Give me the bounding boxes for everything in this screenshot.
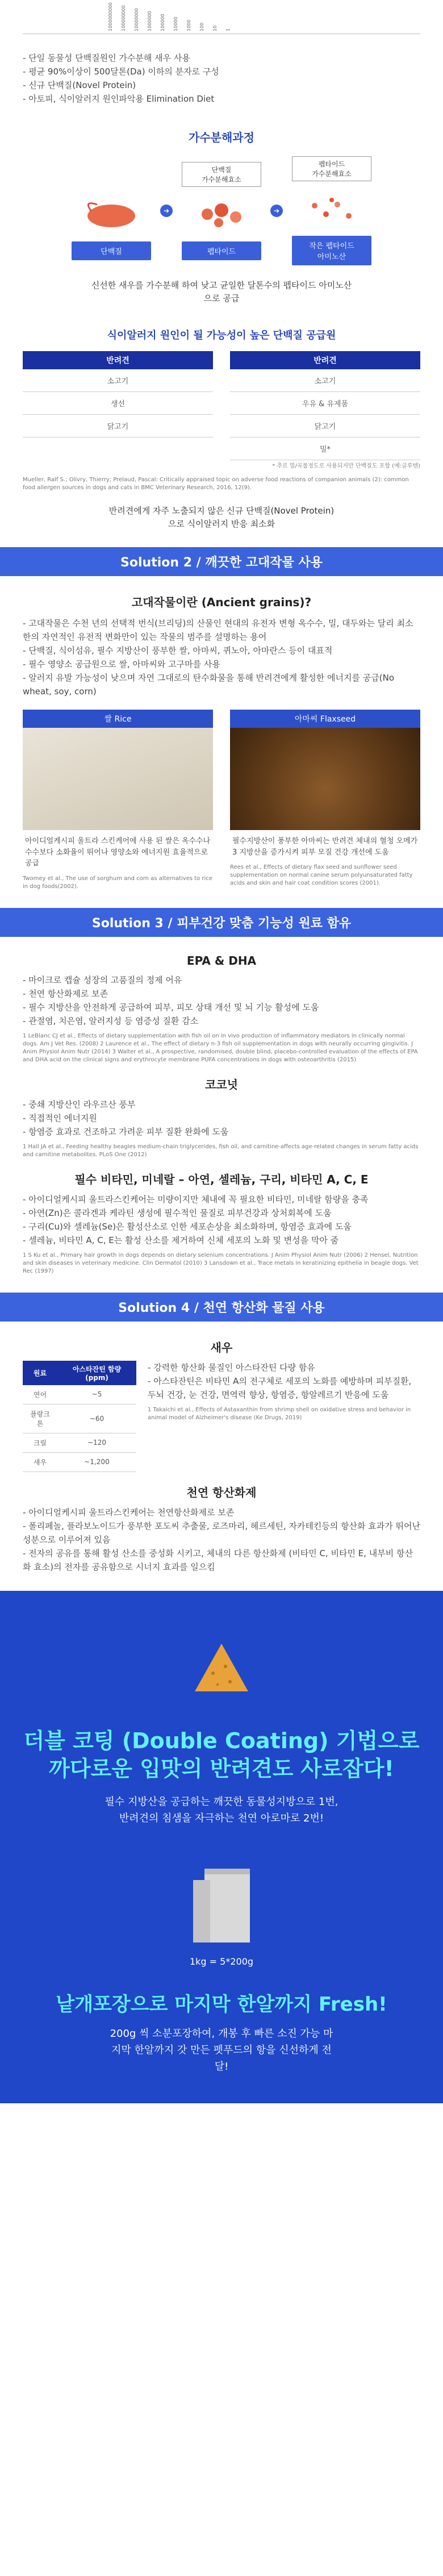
- shrimp-text: [148, 1361, 420, 1472]
- table-header: 원료: [23, 1361, 57, 1385]
- bullet-item: - 아이디얼케시피 울트라스킨케어는 천연항산화제로 보존: [23, 1506, 420, 1519]
- bullet-item: - 아스타잔틴은 비타민 A의 전구체로 세포의 노화를 예방하며 피부질환, 두뇌 건강, 눈 건강, 면역력 향상, 항염증, 항알레르기 반응에 도움: [148, 1374, 420, 1402]
- rice-ref: Twomey et al., The use of sorghum and corn as alternatives to rice in dog foods(2002).: [23, 875, 212, 890]
- solution3-section: [0, 937, 443, 1293]
- ancient-grains-title: 고대작물이란 (Ancient grains)?: [131, 595, 312, 609]
- table-cell: ~1,200: [57, 1452, 136, 1472]
- table-head: 반려견: [23, 351, 213, 369]
- flax-column: [230, 710, 420, 891]
- rice-column: [23, 710, 213, 891]
- bullet-item: - 관절염, 치은염, 알러지성 등 염증성 질환 감소: [23, 1014, 420, 1028]
- arrow-right-icon: ➔: [160, 205, 173, 217]
- vitamin-title: 필수 비타민, 미네랄 – 아연, 셀레늄, 구리, 비타민 A, C, E: [74, 1172, 369, 1186]
- table-cell: 크릴: [23, 1433, 57, 1452]
- chart-tick-label: 1000000000: [108, 2, 113, 31]
- bullet-item: - 천연 항산화제로 보존: [23, 987, 420, 1001]
- table-cell: ~60: [57, 1404, 136, 1433]
- solution2-banner: Solution 2 / 깨끗한 고대작물 사용: [0, 547, 443, 576]
- intro-bullets: [23, 51, 420, 106]
- bullet-item: - 평균 90%이상이 500달톤(Da) 이하의 분자로 구성: [23, 65, 420, 78]
- top-chart-section: [0, 0, 443, 34]
- bullet-item: - 단일 동물성 단백질원인 가수분해 새우 사용: [23, 51, 420, 65]
- shrimp-bullets: [148, 1361, 420, 1402]
- table-row: [23, 1404, 136, 1433]
- solution4-section: [0, 1322, 443, 1591]
- coconut-title: 코코넛: [205, 1077, 238, 1091]
- grains-columns: [23, 710, 420, 891]
- bullet-item: - 마이크로 캡슐 성장의 고품질의 정제 어유: [23, 973, 420, 987]
- package-label: 1kg = 5*200g: [189, 1956, 254, 1968]
- bullet-item: - 고대작물은 수천 년의 선택적 번식(브리딩)의 산물인 현대의 유전자 변형 옥수수, 밀, 대두와는 달리 최소한의 자연적인 유전적 변화만이 있는 작물의 범주를 설명하는 용어: [23, 616, 420, 644]
- chart-tick-label: 100: [199, 22, 204, 31]
- fresh-headline: 낱개포장으로 마지막 한알까지 Fresh!: [56, 1993, 387, 2016]
- proc-step-label: 작은 펩타이드 아미노산: [292, 236, 371, 265]
- flax-text: 필수지방산이 풍부한 아마씨는 반려견 체내의 혈청 오메가3 지방산을 증가시켜 피부 모질 건강 개선에 도움: [232, 837, 418, 857]
- table-cell: 연어: [23, 1385, 57, 1404]
- allergy-tables: [23, 351, 420, 470]
- proc-tag: 단백질 가수분해효소: [182, 162, 261, 187]
- table-row: 소고기: [230, 369, 420, 392]
- table-row: 닭고기: [23, 415, 213, 437]
- antioxidant-title: 천연 항산화제: [186, 1485, 257, 1499]
- small-peptide-image: [292, 186, 371, 231]
- bullet-item: - 단백질, 식이섬유, 필수 지방산이 풍부한 쌀, 아마씨, 퀴노아, 아마란스 등이 대표적: [23, 644, 420, 657]
- proc-step-small-peptide: [292, 156, 371, 265]
- epa-ref: 1 LeBlanc CJ et al., Effects of dietary supplementation with fish oil on in vivo production of inflammatory mediators in clinically normal dogs. Am J Vet Res. (2008) 2 Laurence et al., The effect of dietary n-3 fish oil supplementation in dogs with neurally occurring gingivitis. J Anim Physiol Anim Nutr (2014) 3 Walter et al., A prospective, randomised, double blind, placebo-controlled evaluation of the effects of EPA and DHA acid on the clinical signs and erythrocyte membrane PUFA concentrations in dogs with osteoarthritis (2015): [23, 1032, 418, 1063]
- bullet-item: - 필수 지방산을 안전하게 공급하여 피부, 피모 상태 개선 및 뇌 기능 활성에 도움: [23, 1001, 420, 1014]
- solution2-bullets: [23, 616, 420, 698]
- kibble-image: [23, 1614, 420, 1727]
- proc-step-label: 펩타이드: [182, 241, 261, 260]
- table-row: 생선: [23, 392, 213, 415]
- fresh-text: 200g 씩 소분포장하여, 개봉 후 빠른 소진 가능 마지막 한알까지 갓 만든 펫푸드의 항을 신선하게 전달!: [110, 2028, 333, 2073]
- table-row: [23, 1433, 136, 1452]
- chart-tick-label: 1000: [186, 19, 191, 31]
- vitamin-bullets: [23, 1193, 420, 1247]
- table-cell: 플랑크톤: [23, 1404, 57, 1433]
- astaxanthin-table-body: [23, 1385, 136, 1472]
- bullet-item: - 항염증 효과로 건조하고 가려운 피부 질환 완화에 도움: [23, 1125, 420, 1139]
- epa-title: EPA & DHA: [186, 953, 257, 968]
- allergy-reference: Mueller, Ralf S.; Olivry, Thierry; Prelaud, Pascal: Critically appraised topic on adverse food reactions of companion animals (2): common food allergen sources in dogs and cats in BMC Veterinary Research, 2016, 12(9).: [23, 477, 409, 491]
- chart-tick-label: 10000: [173, 16, 178, 31]
- flax-ref: Rees et al., Effects of dietary flax seed and sunflower seed supplementation on normal canine serum polyunsaturated fatty acids and skin and hair coat condition scores (2001).: [230, 864, 413, 886]
- flax-head: 아마씨 Flaxseed: [230, 710, 420, 728]
- chart-tick-label: 10: [212, 25, 218, 31]
- allergy-footnote: * 추로 밀/곡물정도로 사용되지만 단백질도 포함 (예:글루텐): [272, 463, 420, 469]
- chart-tick-label: 1000000: [147, 11, 152, 31]
- bullet-item: - 구리(Cu)와 셀레늄(Se)은 활성산소로 인한 세포손상을 최소화하며, 항염증 효과에 도움: [23, 1220, 420, 1233]
- bullet-item: - 아토피, 식이알러지 원인파악용 Elimination Diet: [23, 92, 420, 106]
- vitamin-ref: 1 S Ku et al., Primary hair growth in dogs depends on dietary selenium concentrations. J Anim Physiol Anim Nutr (2006) 2 Hensel, Nutrition and skin diseases in veterinary medicine. Clin Dermatol (2010) 3 Lansdown et al., Trace metals in keratinizing epithelia in beagle dogs. Vet Rec (1997): [23, 1252, 419, 1274]
- epa-bullets: [23, 973, 420, 1028]
- flax-photo: [230, 728, 420, 830]
- chart-tick-label: 10000000: [134, 8, 139, 31]
- bullet-item: - 중쇄 지방산인 라우르산 풍부: [23, 1098, 420, 1111]
- coating-text: 필수 지방산을 공급하는 깨끗한 동물성지방으로 1번, 반려견의 침샘을 자극하는 천연 아로마로 2번!: [105, 1796, 338, 1825]
- coconut-bullets: [23, 1098, 420, 1139]
- allergy-table-right: [230, 351, 420, 470]
- bullet-item: - 아이디얼케시피 울트라스킨케어는 미량이지만 체내에 꼭 필요한 비타민, 미네랄 함량을 충족: [23, 1193, 420, 1206]
- solution4-banner: Solution 4 / 천연 항산화 물질 사용: [0, 1293, 443, 1322]
- solution2-section: [0, 576, 443, 908]
- intro-section: [0, 34, 443, 123]
- bullet-item: - 폴리페놀, 플라보노이드가 풍부한 포도씨 추출물, 로즈마리, 헤르세틴, 자카테킨등의 항산화 효과가 뛰어난 성분으로 이루어져 있음: [23, 1519, 420, 1547]
- chart-tick-label: 100000000: [121, 5, 126, 31]
- table-cell: 새우: [23, 1452, 57, 1472]
- table-rows: [230, 369, 420, 460]
- table-cell: ~5: [57, 1385, 136, 1404]
- rice-text: 아이디얼케시피 울트라 스킨케어에 사용 된 쌀은 옥수수나 수수보다 소화율이 뛰어나 영양소와 에너지원 효율적으로 공급: [25, 837, 211, 868]
- rice-head: 쌀 Rice: [23, 710, 213, 728]
- table-cell: ~120: [57, 1433, 136, 1452]
- bullet-item: - 직접적인 에너지원: [23, 1111, 420, 1125]
- bullet-item: - 아연(Zn)은 콜라겐과 케라틴 생성에 필수적인 물질로 피부건강과 상처회복에 도움: [23, 1206, 420, 1220]
- table-header: 아스타잔틴 함량 (ppm): [57, 1361, 136, 1385]
- bullet-item: - 전자의 공유를 통해 활성 산소를 중성화 시키고, 체내의 다른 항산화제 (비타민 C, 비타민 E, 내부비 항산화 효소)의 전자를 공유함으로 시너지 효과를 일으킴: [23, 1547, 420, 1574]
- chart-tick-label: 100000: [160, 14, 165, 31]
- bullet-item: - 신규 단백질(Novel Protein): [23, 78, 420, 92]
- coating-section: [0, 1591, 443, 2104]
- shrimp-title: 새우: [210, 1340, 233, 1354]
- package-image: [23, 1839, 420, 1986]
- table-rows: [23, 369, 213, 437]
- shrimp-row: [23, 1361, 420, 1472]
- antioxidant-bullets: [23, 1506, 420, 1574]
- peptide-image: [182, 191, 261, 237]
- table-row: 소고기: [23, 369, 213, 392]
- shrimp-ref: 1 Takaichi et al., Effects of Astaxanthin from shrimp shell on oxidative stress and behavior in animal model of Alzheimer's disease (Ke Drugs, 2019): [148, 1406, 411, 1421]
- coconut-ref: 1 Hall JA et al., Feeding healthy beagles medium-chain triglycerides, fish oil, and carnitine-affects age-related changes in serum fatty acids and carnitine metabolites. PLoS One (2012): [23, 1143, 419, 1158]
- allergy-title: 식이알러지 원인이 될 가능성이 높은 단백질 공급원: [107, 330, 336, 341]
- table-row: [23, 1385, 136, 1404]
- hydrolysis-title: 가수분해과정: [189, 131, 254, 144]
- allergy-table-left: [23, 351, 213, 470]
- allergy-section: [0, 322, 443, 547]
- table-row: 밀*: [230, 437, 420, 460]
- table-row: [23, 1452, 136, 1472]
- bullet-item: - 강력한 항산화 물질인 아스타잔틴 다량 함유: [148, 1361, 420, 1374]
- chart-x-labels: [108, 0, 231, 31]
- astaxanthin-table: [23, 1361, 136, 1472]
- coating-headline-2: 까다로운 입맛의 반려견도 사로잡다!: [49, 1756, 394, 1781]
- chart-tick-label: 1: [225, 28, 231, 31]
- rice-photo: [23, 728, 213, 830]
- table-row: 우유 & 유제품: [230, 392, 420, 415]
- bullet-item: - 셀레늄, 비타민 A, C, E는 활성 산소를 제거하여 신체 세포의 노화 및 변성을 막아 줌: [23, 1233, 420, 1247]
- proc-step-protein: [72, 162, 151, 260]
- table-head: 반려견: [230, 351, 420, 369]
- hydrolysis-caption: 신선한 새우를 가수분해 하여 낮고 균일한 달톤수의 펩타이드 아미노산으로 공급: [91, 280, 352, 303]
- allergy-caption: 반려견에게 자주 노출되지 않은 신규 단백질(Novel Protein)으로 식이알러지 반응 최소화: [108, 506, 335, 529]
- proc-step-label: 단백질: [72, 241, 151, 260]
- proc-step-peptide: [182, 162, 261, 260]
- coating-headline-1: 더블 코팅 (Double Coating) 기법으로: [23, 1728, 420, 1753]
- shrimp-image: [72, 191, 151, 237]
- molecular-weight-chart: [23, 0, 420, 34]
- arrow-right-icon: ➔: [270, 205, 283, 217]
- bullet-item: - 필수 영양소 공급원으로 쌀, 아마씨와 고구마를 사용: [23, 657, 420, 671]
- table-row: 닭고기: [230, 415, 420, 437]
- hydrolysis-section: [0, 123, 443, 322]
- proc-tag: 펩타이드 가수분해효소: [292, 156, 371, 181]
- solution3-banner: Solution 3 / 피부건강 맞춤 기능성 원료 함유: [0, 908, 443, 937]
- hydrolysis-process: [23, 156, 420, 265]
- bullet-item: - 알러지 유발 가능성이 낮으며 자연 그대로의 탄수화물을 통해 반려견에게 활성한 에너지를 공급(No wheat, soy, corn): [23, 671, 420, 698]
